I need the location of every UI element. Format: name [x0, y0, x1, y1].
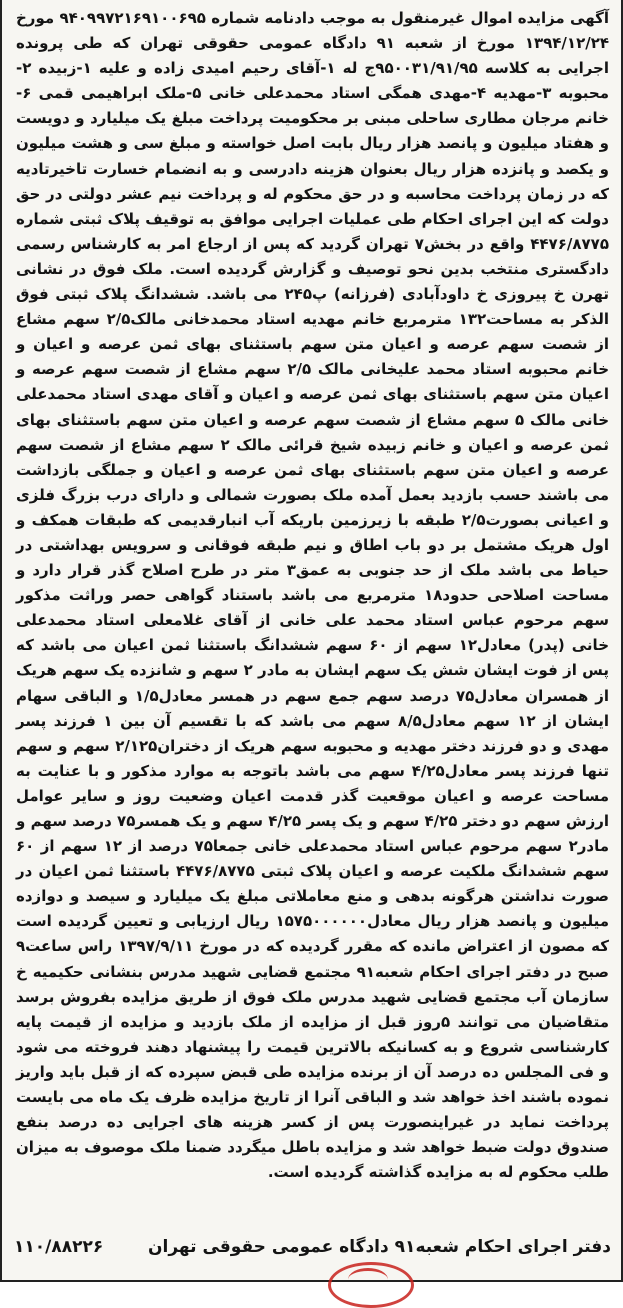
- notice-code: ۱۱۰/۸۸۲۲۶: [14, 1237, 104, 1257]
- notice-footer: [14, 1232, 611, 1262]
- notice-body-text: آگهی مزایده اموال غیرمنقول به موجب دادنامه شماره ۹۴۰۹۹۷۲۱۶۹۱۰۰۶۹۵ مورخ ۱۳۹۴/۱۲/۲۴ مورخ از شعبه ۹۱ دادگاه عمومی حقوقی تهران که طی پرونده اجرایی به کلاسه ۹۵۰۰۳۱/۹۱/۹۵ج له ۱-آقای رحیم امیدی زاده و علیه ۱-زبیده ۲-محبوبه ۳-مهدیه ۴-مهدی همگی استاد محمدعلی خانی ۵-ملک ابراهیمی قمی ۶-خانم مرجان مطاری ساحلی مبنی بر محکومیت پرداخت مبلغ یک میلیارد و دویست و هفتاد میلیون و پانصد هزار ریال بابت اصل خواسته و مبلغ سی و هشت میلیون و یکصد و پانزده هزار ریال بعنوان هزینه دادرسی و به انضمام خسارت تاخیرتادیه که در زمان پرداخت محاسبه و در حق محکوم له و پرداخت نیم عشر دولتی در حق دولت که این اجرای احکام طی عملیات اجرایی موافق به توقیف پلاک ثبتی شماره ۴۴۷۶/۸۷۷۵ واقع در بخش۷ تهران گردید که پس از ارجاع امر به کارشناس رسمی دادگستری منتخب بدین نحو توصیف و گزارش گردیده است. ملک فوق در نشانی تهرن خ پیروزی خ داودآبادی (فرزانه) پ۲۴۵ می باشد. ششدانگ پلاک ثبتی فوق الذکر به مساحت۱۳۲ مترمربع خانم مهدیه استاد محمدخانی مالک۲/۵ سهم مشاع از شصت سهم عرصه و اعیان متن سهم باستثنای بهای ثمن عرصه و اعیان و خانم محبوبه استاد محمد علیخانی مالک ۲/۵ سهم مشاع از شصت سهم عرصه و اعیان متن سهم باستثنای بهای ثمن عرصه و اعیان و آقای مهدی استاد محمدعلی خانی مالک ۵ سهم مشاع از شصت سهم عرصه و اعیان متن سهم باستثنای بهای ثمن عرصه و اعیان و خانم زبیده شیخ قرائی مالک ۲ سهم مشاع از شصت سهم عرصه و اعیان متن سهم باستثنای بهای ثمن عرصه و اعیان و جملگی بازداشت می باشند حسب بازدید بعمل آمده ملک بصورت شمالی و دارای درب بزرگ فلزی و اعیانی بصورت۲/۵ طبقه با زیرزمین باریکه آب انبارقدیمی که طبقات همکف و اول هریک مشتمل بر دو باب اطاق و نیم طبقه فوقانی و سرویس بهداشتی در حیاط می باشد ملک از حد جنوبی به عمق۳ متر در طرح اصلاح گذر قرار دارد و مساحت اصلاحی حدود۱۸ مترمربع می باشد باستناد گواهی حصر وراثت مذکور سهم مرحوم عباس استاد محمد علی خانی از آقای غلامعلی استاد محمدعلی خانی (پدر) معادل۱۲ سهم از ۶۰ سهم ششدانگ باستثنا ثمن اعیان می باشد که پس از فوت ایشان شش یک سهم ایشان به مادر ۲ سهم و شانزده یک سهم هریک از همسران معادل۷۵ درصد سهم جمع سهم در همسر معادل۱/۵ و الباقی سهام ایشان از ۱۲ سهم معادل۸/۵ سهم می باشد که با تقسیم آن بین ۱ فرزند پسر مهدی و دو فرزند دختر مهدیه و محبوبه سهم هریک از دختران۲/۱۲۵ سهم و سهم تنها فرزند پسر معادل۴/۲۵ سهم می باشد باتوجه به موارد مذکور و با عنایت به مساحت عرصه و اعیان موقعیت گذر قدمت اعیان وضعیت روز و سایر عوامل ارزش سهم دو دختر ۴/۲۵ سهم و یک پسر ۴/۲۵ سهم و یک همسر۷۵ درصد سهم و مادر۲ سهم مرحوم عباس استاد محمدعلی خانی جمعا۷۵ درصد از ۱۲ سهم از ۶۰ سهم ششدانگ ملکیت عرصه و اعیان پلاک ثبتی ۴۴۷۶/۸۷۷۵ باستثنا ثمن اعیان در صورت نداشتن هرگونه بدهی و منع معاملاتی مبلغ یک میلیارد و سیصد و دوازده میلیون و پانصد هزار ریال معادل۱۵۷۵۰۰۰۰۰۰ ریال ارزیابی و تعیین گردیده است که مصون از اعتراض مانده که مقرر گردیده که در مورخ ۱۳۹۷/۹/۱۱ راس ساعت۹ صبح در دفتر اجرای احکام شعبه۹۱ مجتمع قضایی شهید مدرس بنشانی حکیمیه خ سازمان آب مجتمع قضایی شهید مدرس ملک فوق از طریق مزایده بفروش برسد متقاضیان می توانند ۵روز قبل از مزایده از ملک بازدید و مزایده از قیمت پایه کارشناسی شروع و به کسانیکه بالاترین قیمت را پیشنهاد دهند فروخته می شود و فی المجلس ده درصد آن از برنده مزایده طی قبض سپرده که از قبل باید واریز نموده باشند اخذ خواهد شد و الباقی آنرا از تاریخ مزایده ظرف یک ماه می بایست پرداخت نماید در غیراینصورت پس از کسر هزینه های اجرایی ده درصد بنفع صندوق دولت ضبط خواهد شد و مزایده باطل میگردد ضمنا ملک موصوف به میزان طلب محکوم له به مزایده گذاشته گردیده است.: [16, 9, 610, 1182]
- red-stamp-arc: [348, 1268, 388, 1291]
- issuer-signature: دفتر اجرای احکام شعبه۹۱ دادگاه عمومی حقوقی تهران: [148, 1237, 611, 1257]
